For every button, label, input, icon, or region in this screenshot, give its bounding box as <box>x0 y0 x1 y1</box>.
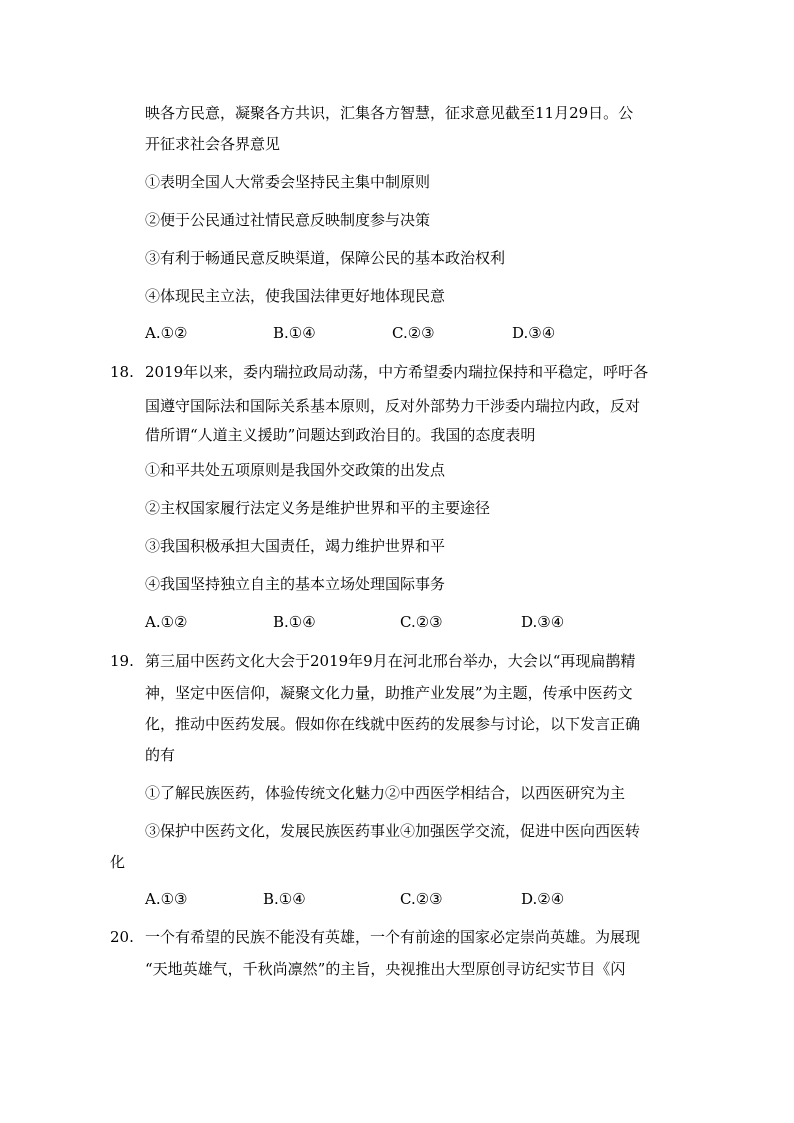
q17-item-1: ①表明全国人大常委会坚持民主集中制原则 <box>145 173 431 191</box>
q19-stem-line-1: 第三届中医药文化大会于2019年9月在河北邢台举办，大会以“再现扁鹊精 <box>145 652 636 670</box>
q19-stem-line-4: 的有 <box>145 746 176 764</box>
q18-number: 18. <box>110 363 134 381</box>
q17-item-2: ②便于公民通过社情民意反映制度参与决策 <box>145 211 431 229</box>
q19-option-c: C.②③ <box>400 890 443 908</box>
q19-number: 19. <box>110 652 134 670</box>
q19-items-line-3: 化 <box>110 853 126 871</box>
q19-option-b: B.①④ <box>263 890 306 908</box>
q18-item-3: ③我国积极承担大国责任，竭力维护世界和平 <box>145 537 446 555</box>
q17-option-d: D.③④ <box>512 324 556 342</box>
q17-item-4: ④体现民主立法，使我国法律更好地体现民意 <box>145 287 446 305</box>
q18-item-4: ④我国坚持独立自主的基本立场处理国际事务 <box>145 575 446 593</box>
q19-stem-line-2: 神，坚定中医信仰，凝聚文化力量，助推产业发展”为主题，传承中医药文 <box>145 684 633 702</box>
q20-number: 20. <box>110 928 134 946</box>
q19-option-d: D.②④ <box>521 890 565 908</box>
q18-stem-line-2: 国遵守国际法和国际关系基本原则，反对外部势力干涉委内瑞拉内政，反对 <box>145 397 641 415</box>
q18-option-d: D.③④ <box>521 613 565 631</box>
q17-stem-line-1: 映各方民意，凝聚各方共识，汇集各方智慧，征求意见截至11月29日。公 <box>145 104 634 122</box>
q17-option-b: B.①④ <box>273 324 316 342</box>
q19-stem-line-3: 化，推动中医药发展。假如你在线就中医药的发展参与讨论，以下发言正确 <box>145 715 641 733</box>
q17-option-c: C.②③ <box>392 324 435 342</box>
q18-stem-line-3: 借所谓“人道主义援助”问题达到政治目的。我国的态度表明 <box>145 426 536 444</box>
q18-option-b: B.①④ <box>273 613 316 631</box>
q19-option-a: A.①③ <box>145 890 188 908</box>
q17-option-a: A.①② <box>145 324 188 342</box>
q18-option-c: C.②③ <box>400 613 443 631</box>
q18-item-2: ②主权国家履行法定义务是维护世界和平的主要途径 <box>145 499 491 517</box>
q18-stem-line-1: 2019年以来，委内瑞拉政局动荡，中方希望委内瑞拉保持和平稳定，呼吁各 <box>145 363 649 381</box>
q18-option-a: A.①② <box>145 613 188 631</box>
q18-item-1: ①和平共处五项原则是我国外交政策的出发点 <box>145 461 446 479</box>
q19-items-line-1: ①了解民族医药，体验传统文化魅力②中西医学相结合，以西医研究为主 <box>145 784 626 802</box>
q20-stem-line-2: “天地英雄气，千秋尚凛然”的主旨，央视推出大型原创寻访纪实节目《闪 <box>145 960 626 978</box>
q17-item-3: ③有利于畅通民意反映渠道，保障公民的基本政治权利 <box>145 249 506 267</box>
q20-stem-line-1: 一个有希望的民族不能没有英雄，一个有前途的国家必定崇尚英雄。为展现 <box>145 928 641 946</box>
q19-items-line-2: ③保护中医药文化，发展民族医药事业④加强医学交流，促进中医向西医转 <box>145 822 641 840</box>
q17-stem-line-2-text: 开征求社会各界意见 <box>145 135 281 153</box>
